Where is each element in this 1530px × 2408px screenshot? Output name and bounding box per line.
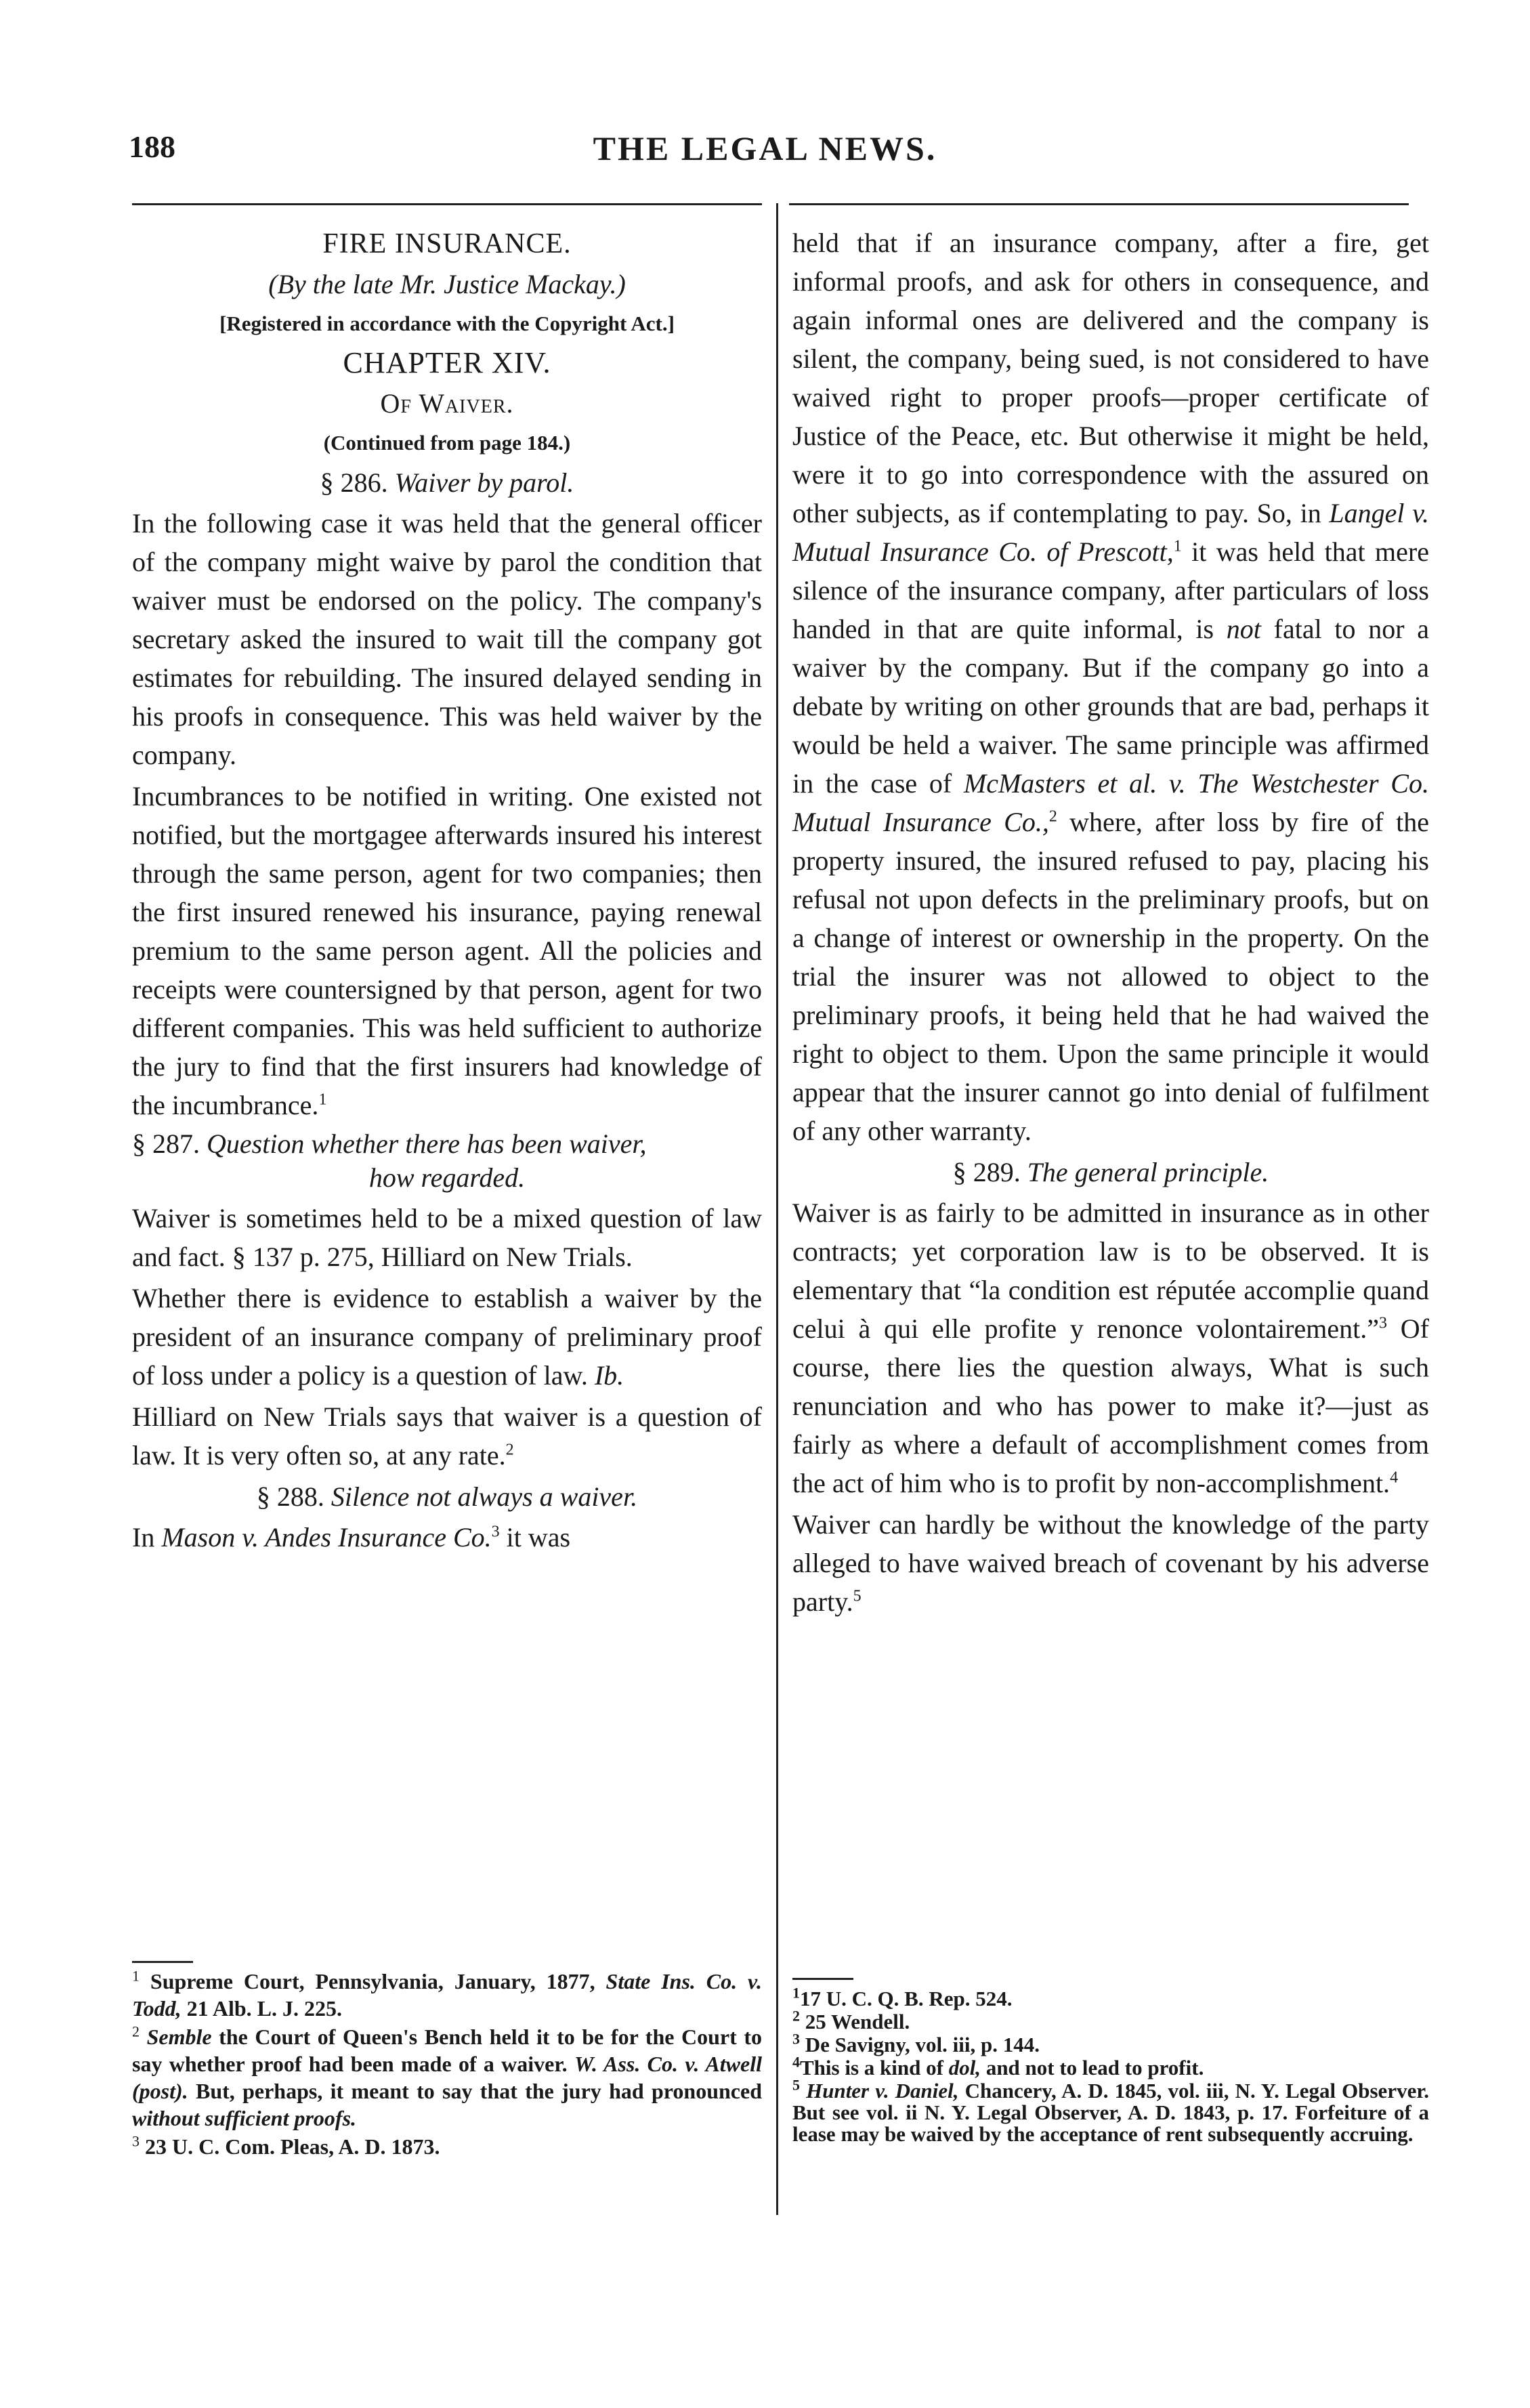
footnote [792,2007,1429,2033]
left-column [132,224,762,1559]
footnote [132,2023,762,2132]
footnote [792,2030,1429,2056]
section-title: Silence not always a waiver. [331,1481,638,1512]
paragraph [792,224,1429,1150]
footnote-emphasis: without sufficient proofs. [132,2106,357,2130]
section-number: § 287. [132,1128,200,1159]
footnote [132,2133,762,2160]
header-rule-left [132,203,762,205]
footnote-ref: 3 [1378,1314,1387,1332]
case-name: State Ins. Co. v. Todd, [132,1969,763,2021]
footnote-ref: 5 [853,1587,862,1605]
footnote-text: 17 U. C. Q. B. Rep. 524. [800,1987,1013,2010]
section-title-continued: how regarded. [368,1162,526,1193]
paragraph: Waiver is sometimes held to be a mixed question of law and fact. § 137 p. 275, Hilliard on New Trials. [132,1203,762,1272]
footnote-text: 23 U. C. Com. Pleas, A. D. 1873. [145,2134,440,2159]
chapter-subtitle: Of Waiver. [380,388,514,419]
footnote [792,2076,1430,2146]
footnote-text: 21 Alb. L. J. 225. [186,1996,342,2021]
paragraph [132,1279,762,1395]
paragraph-text: Waiver is as fairly to be admitted in insurance as in other contracts; yet corporation law is to be observed. It is elementary that “la condition est réputée accomplie quand celui à qui elle profite y renonce volontairement.” [792,1198,1429,1344]
paragraph-text: Of course, there lies the question always, What is such renunciation and who has power to make it?—just as fairly as where a default of accomplishment comes from the act of him who is to profit by non-accomplishment. [792,1313,1429,1498]
paragraph [132,1397,762,1475]
section-heading-287 [132,1127,762,1195]
chapter-heading: CHAPTER XIV. [343,346,551,379]
section-heading-289 [792,1153,1429,1192]
footnotes-right [792,1984,1430,2147]
running-head: THE LEGAL NEWS. [593,129,937,167]
section-heading-286 [132,463,762,503]
footnote-number: 1 [792,1984,800,2002]
footnote-text: But, perhaps, it meant to say that the jury had pronounced [195,2079,763,2103]
paragraph [132,777,762,1124]
footnote-number: 3 [792,2030,800,2048]
footnote-text: De Savigny, vol. iii, p. 144. [805,2033,1040,2056]
footnote [792,1984,1429,2010]
footnote-number: 4 [792,2053,800,2071]
footnote-ref: 2 [1048,807,1057,826]
section-title: Question whether there has been waiver, [207,1128,647,1159]
continued-note: (Continued from page 184.) [323,431,571,455]
case-name: W. Ass. Co. v. Atwell (post). [132,2052,763,2103]
footnote-rule [132,1961,193,1963]
section-number: § 289. [952,1157,1021,1187]
paragraph-text: where, after loss by fire of the property insured, the insured refused to pay, placing his refusal not upon defects in the preliminary proofs, but on a change of interest or ownership in the property. On the trial the insurer was not allowed to object to the preliminary proofs, it being held that he had waived the right to object to them. Upon the same principle it would appear that the insurer cannot go into denial of fulfilment of any other warranty. [792,807,1430,1146]
paragraph-text: Hilliard on New Trials says that waiver is a question of law. It is very often so, at any rate. [132,1401,762,1471]
footnote-ref: 1 [1173,537,1182,555]
case-name: Hunter v. Daniel, [806,2079,959,2103]
paragraph [792,1505,1429,1621]
footnote-text: the Court of Queen's Bench held it to be for the Court to say whether proof had been made of a waiver. [132,2025,763,2076]
citation-ibid: Ib. [594,1360,624,1391]
paragraph-text: it was held that mere silence of the insurance company, after particulars of loss handed in that are quite informal, is [792,536,1429,644]
footnote [132,1968,762,2022]
paragraph-text: Waiver can hardly be without the knowledge of the party alleged to have waived breach of covenant by his adverse party. [792,1509,1429,1617]
case-name: Mason v. Andes Insurance Co. [161,1522,492,1552]
copyright-notice: [Registered in accordance with the Copyright Act.] [219,312,675,335]
section-title: The general principle. [1027,1157,1269,1187]
section-heading-288 [132,1477,762,1517]
footnote-term: Semble [146,2025,212,2049]
footnote-number: 5 [792,2076,800,2094]
section-number: § 286. [320,467,388,498]
article-title: FIRE INSURANCE. [322,228,572,259]
paragraph-text: In [132,1522,155,1552]
paragraph-text: fatal to nor a waiver by the company. But if the company go into a debate by writing on other grounds that are bad, perhaps it would be held a waiver. The same principle was affirmed in the case of [792,614,1430,799]
paragraph-text: held that if an insurance company, after a fire, get informal proofs, and ask for others in consequence, and again informal ones are delivered and the company is silent, the company, being sued, is not considered to have waived right to proper proofs—proper certificate of Justice of the Peace, etc. But otherwise it might be held, were it to go into correspondence with the assured on other subjects, as if contemplating to pay. So, in [792,228,1429,528]
footnote-text: 25 Wendell. [805,2010,910,2033]
footnote-text: Chancery, A. D. 1845, vol. iii, N. Y. Legal Observer. But see vol. ii N. Y. Legal Observer, A. D. 1843, p. 17. Forfeiture of a lease may be waived by the acceptance of rent subsequently accruing. [792,2079,1430,2146]
footnote-ref: 1 [318,1091,327,1109]
section-number: § 288. [256,1481,324,1512]
footnote [792,2053,1429,2079]
footnote-ref: 2 [505,1441,514,1459]
paragraph [132,1518,762,1557]
paragraph: In the following case it was held that the general officer of the company might waive by parol the condition that waiver must be endorsed on the policy. The company's secretary asked the insured to wait till the company got estimates for rebuilding. The insured delayed sending in his proofs in consequence. This was held waiver by the company. [132,508,762,770]
emphasis: not [1226,614,1261,644]
footnote-text: This is a kind of [800,2056,943,2079]
footnote-text: and not to lead to profit. [985,2056,1204,2079]
paragraph-text: it was [506,1522,571,1552]
footnote-number: 2 [132,2023,140,2040]
section-title: Waiver by parol. [394,467,574,498]
page-number: 188 [129,129,175,164]
paragraph [792,1194,1429,1502]
footnote-number: 3 [132,2132,140,2150]
footnote-ref: 4 [1390,1469,1399,1487]
footnote-number: 2 [792,2007,800,2025]
footnote-number: 1 [132,1967,140,1985]
footnote-text: Supreme Court, Pennsylvania, January, 1877, [150,1969,595,1993]
article-byline: (By the late Mr. Justice Mackay.) [268,269,626,299]
paragraph-text: Whether there is evidence to establish a waiver by the president of an insurance company of preliminary proof of loss under a policy is a question of law. [132,1283,762,1391]
case-name: Langel v. Mutual Insurance Co. of Prescott, [792,498,1430,567]
column-divider [776,203,778,2215]
right-column [792,224,1429,1624]
paragraph-text: Incumbrances to be notified in writing. One existed not notified, but the mortgagee afterwards insured his interest through the same person, agent for two companies; then the first insured renewed his insurance, paying renewal premium to the same person agent. All the policies and receipts were countersigned by that person, agent for two different companies. This was held sufficient to authorize the jury to find that the first insurers had knowledge of the incumbrance. [132,781,762,1120]
footnotes-left [132,1968,762,2161]
footnote-ref: 3 [491,1523,500,1541]
header-rule-right [789,203,1409,205]
case-name: McMasters et al. v. The Westchester Co. Mutual Insurance Co., [792,768,1429,837]
footnote-rule [792,1978,853,1980]
footnote-term: dol, [948,2056,981,2079]
